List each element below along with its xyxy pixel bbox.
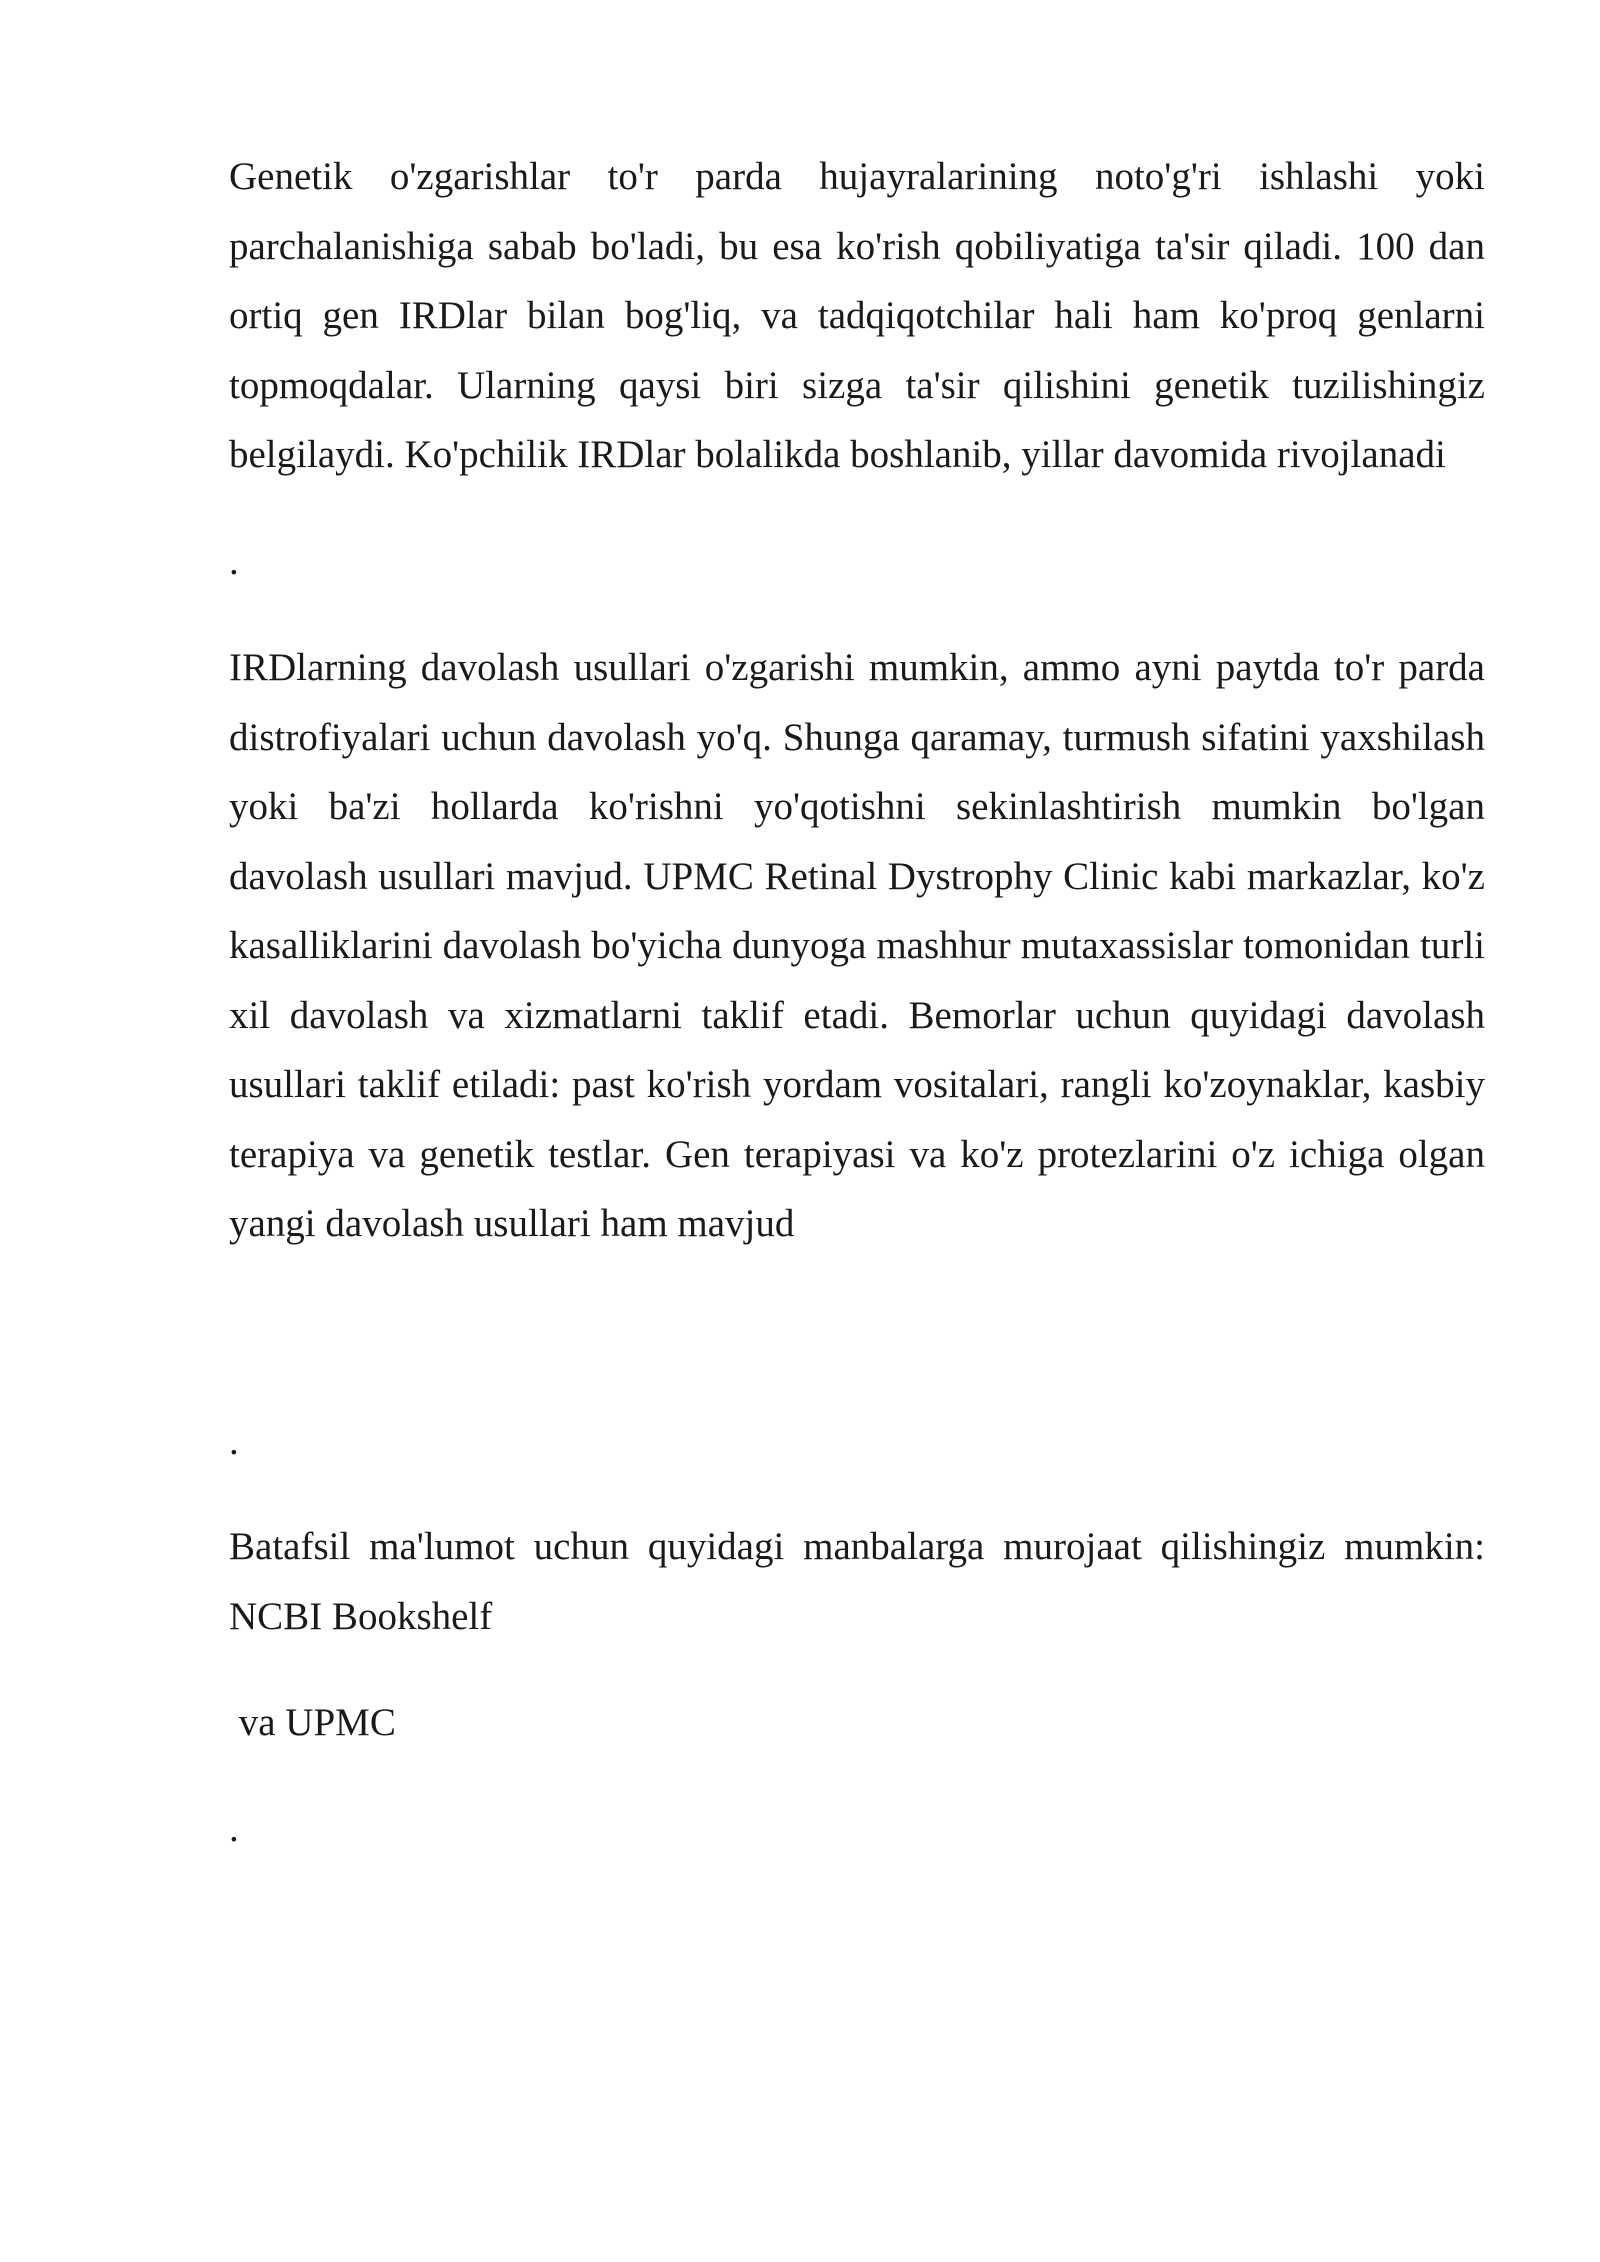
paragraph-more-info: Batafsil ma'lumot uchun quyidagi manbalarga murojaat qilishingiz mumkin: NCBI Bookshelf [229, 1525, 1485, 1638]
dot-separator: . [229, 1419, 239, 1463]
paragraph-genetic-changes: Genetik o'zgarishlar to'r parda hujayralarining noto'g'ri ishlashi yoki parchalanishiga sabab bo'ladi, bu esa ko'rish qobiliyatiga ta'sir qiladi. 100 dan ortiq gen IRDlar bilan bog'liq, va tadqiqotchilar hali ham ko'proq genlarni topmoqdalar. Ularning qaysi biri sizga ta'sir qilishini genetik tuzilishingiz belgilaydi. Ko'pchilik IRDlar bolalikda boshlanib, yillar davomida rivojlanadi [229, 155, 1485, 476]
document-body [229, 142, 1485, 1863]
dot-separator: . [229, 539, 239, 583]
paragraph-upmc-reference: va UPMC [229, 1701, 396, 1744]
paragraph-treatment-methods: IRDlarning davolash usullari o'zgarishi mumkin, ammo ayni paytda to'r parda distrofiyalari uchun davolash yo'q. Shunga qaramay, turmush sifatini yaxshilash yoki ba'zi hollarda ko'rishni yo'qotishni sekinlashtirish mumkin bo'lgan davolash usullari mavjud. UPMC Retinal Dystrophy Clinic kabi markazlar, ko'z kasalliklarini davolash bo'yicha dunyoga mashhur mutaxassislar tomonidan turli xil davolash va xizmatlarni taklif etadi. Bemorlar uchun quyidagi davolash usullari taklif etiladi: past ko'rish yordam vositalari, rangli ko'zoynaklar, kasbiy terapiya va genetik testlar. Gen terapiyasi va ko'z protezlarini o'z ichiga olgan yangi davolash usullari ham mavjud [229, 646, 1485, 1245]
dot-separator: . [229, 1806, 239, 1850]
